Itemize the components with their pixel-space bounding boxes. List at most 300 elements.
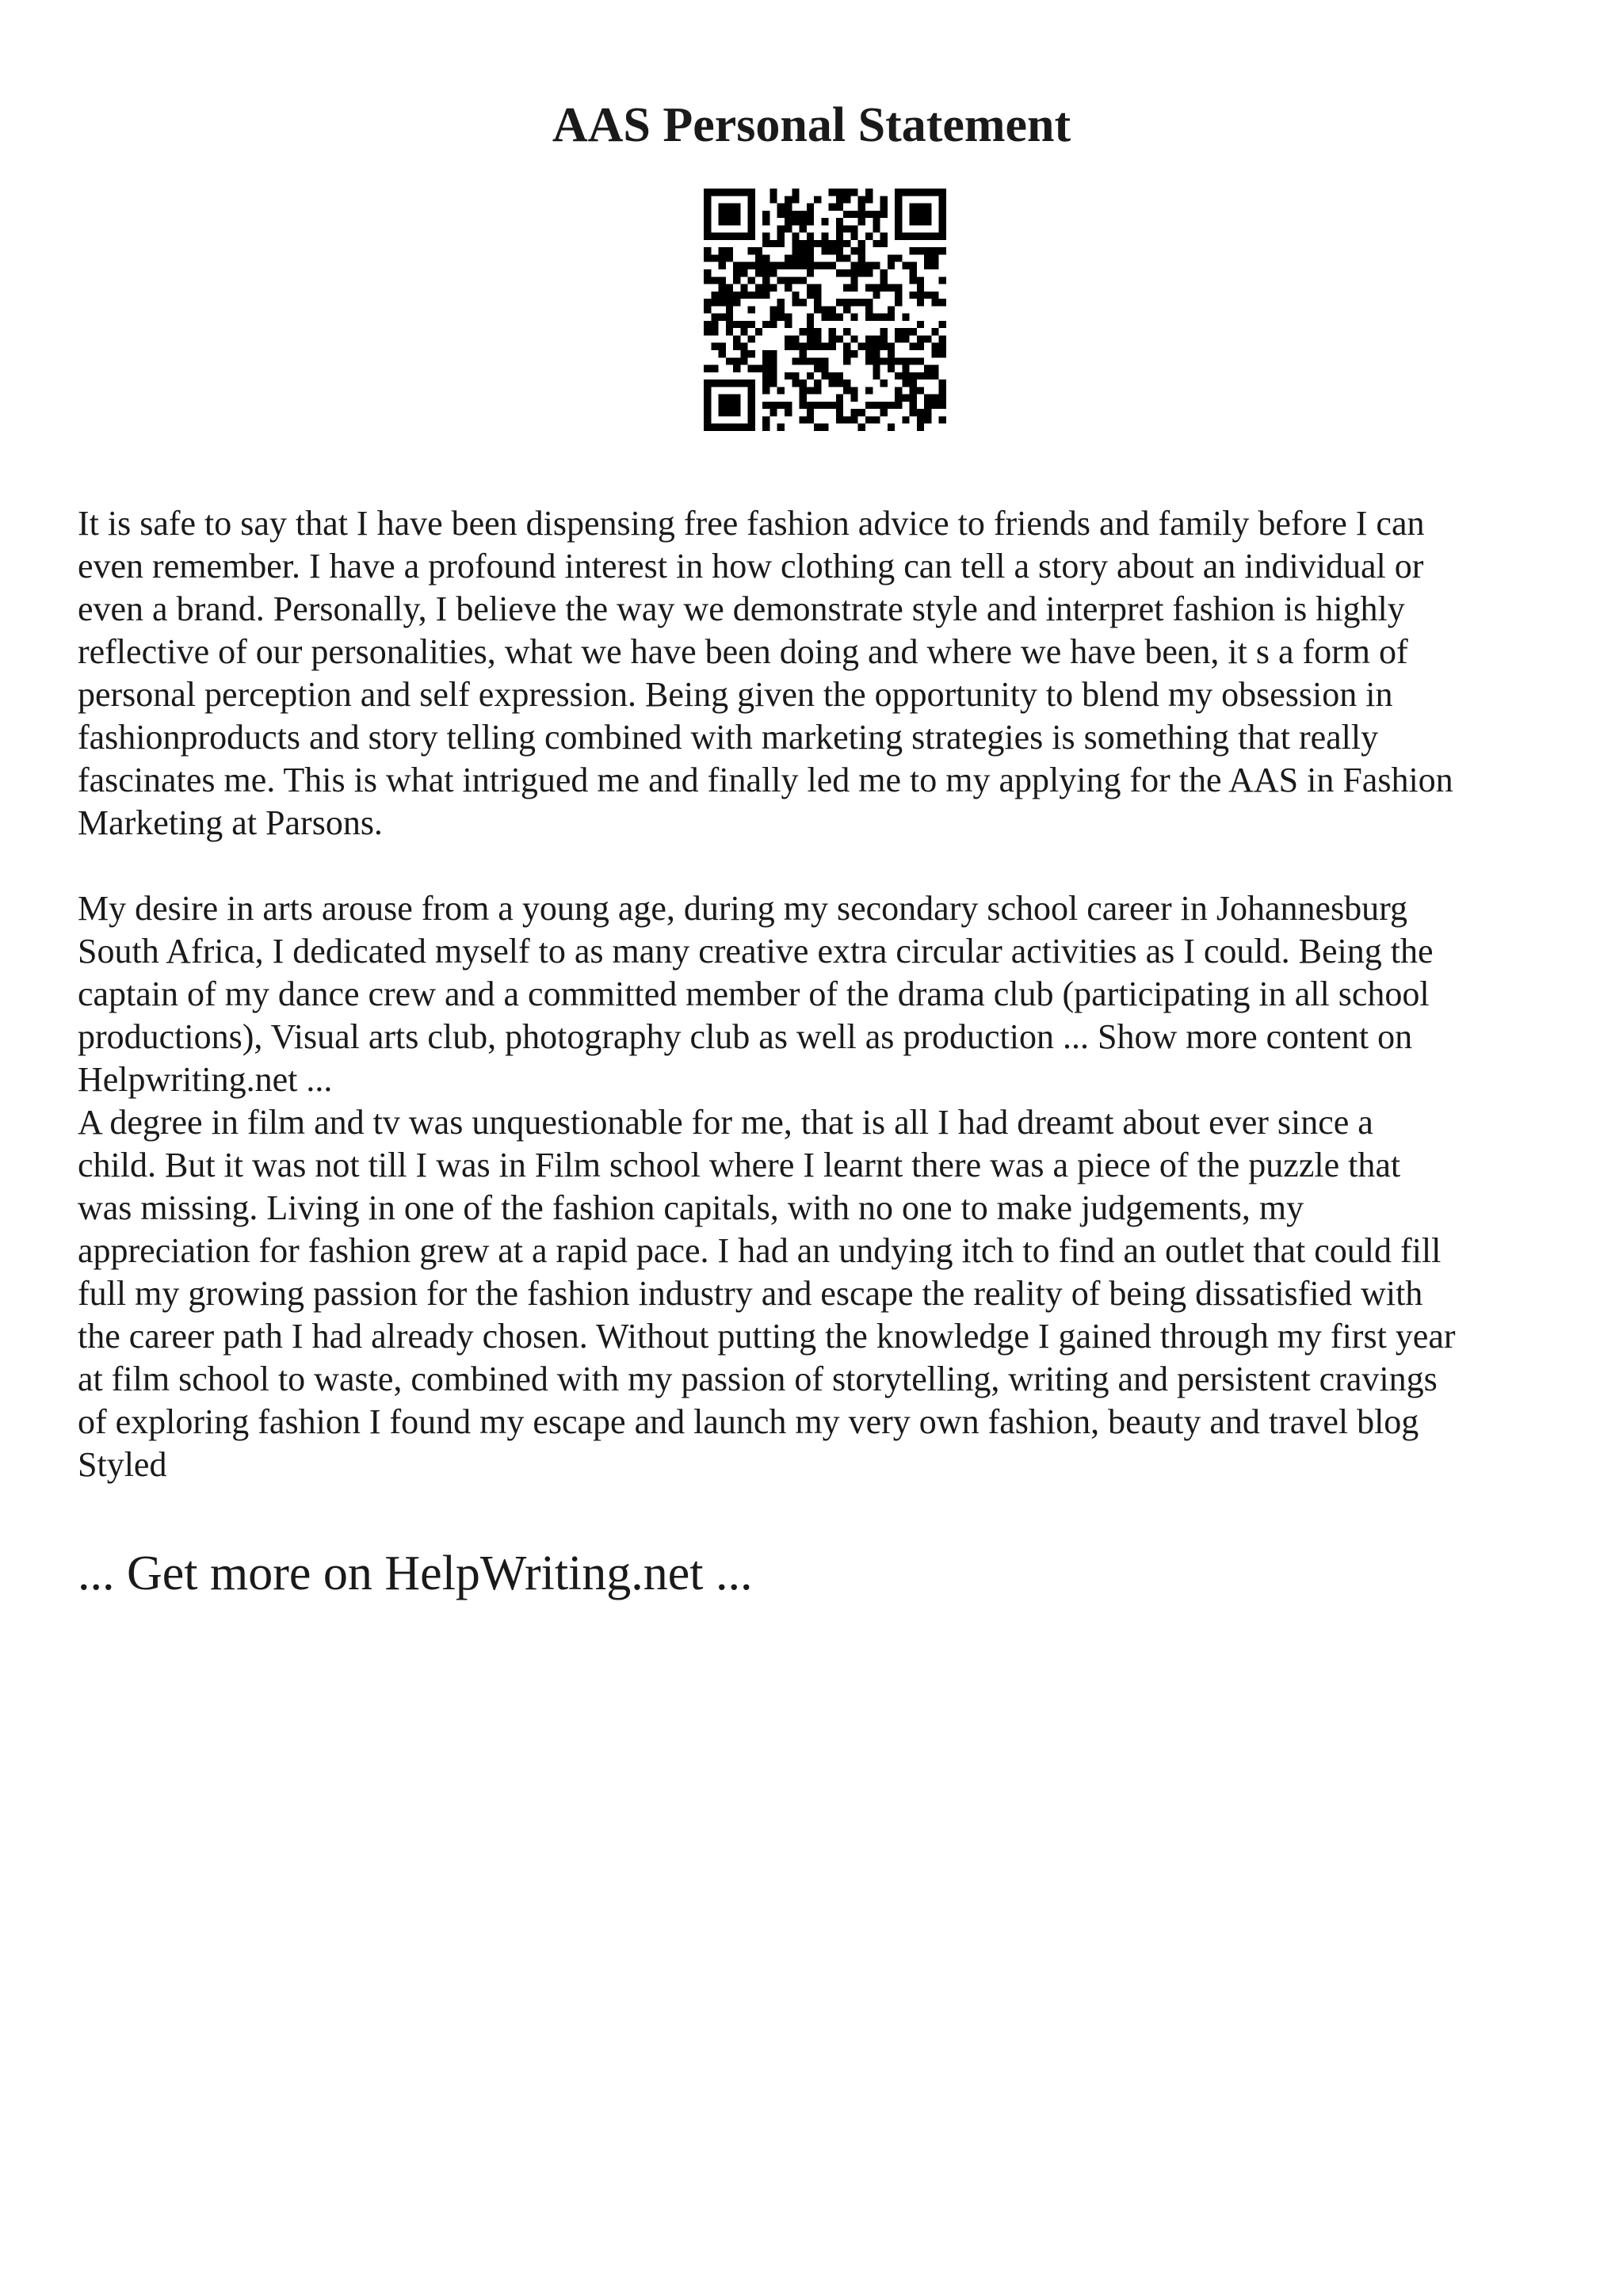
qr-module bbox=[769, 284, 777, 292]
qr-module bbox=[748, 306, 755, 313]
qr-module bbox=[719, 277, 726, 284]
qr-module bbox=[800, 277, 807, 284]
qr-module bbox=[704, 225, 711, 232]
qr-module bbox=[733, 204, 740, 211]
qr-module bbox=[850, 416, 857, 423]
qr-module bbox=[814, 328, 821, 335]
qr-module bbox=[843, 211, 850, 218]
qr-module bbox=[807, 387, 814, 394]
qr-module bbox=[858, 204, 865, 211]
qr-module bbox=[792, 196, 799, 203]
qr-module bbox=[807, 372, 814, 379]
qr-module bbox=[917, 321, 924, 328]
qr-module bbox=[924, 262, 931, 269]
qr-module bbox=[748, 350, 755, 357]
qr-module bbox=[792, 211, 799, 218]
paragraph-line: even remember. I have a profound interest in how clothing can tell a story about an individual or bbox=[78, 547, 1424, 585]
qr-module bbox=[917, 284, 924, 292]
qr-module bbox=[895, 387, 902, 394]
qr-module bbox=[769, 402, 777, 409]
qr-module bbox=[865, 196, 873, 203]
qr-module bbox=[711, 328, 718, 335]
qr-module bbox=[777, 387, 785, 394]
qr-module bbox=[836, 335, 843, 342]
qr-module bbox=[895, 211, 902, 218]
qr-module bbox=[785, 204, 792, 211]
qr-module bbox=[814, 299, 821, 306]
qr-module bbox=[704, 395, 711, 402]
qr-module bbox=[917, 211, 924, 218]
qr-module bbox=[792, 335, 799, 342]
qr-module bbox=[888, 306, 895, 313]
qr-module bbox=[785, 254, 792, 261]
qr-module bbox=[931, 247, 938, 254]
qr-module bbox=[910, 269, 917, 277]
qr-module bbox=[858, 247, 865, 254]
qr-module bbox=[704, 218, 711, 225]
qr-module bbox=[733, 299, 740, 306]
qr-module bbox=[931, 262, 938, 269]
qr-module bbox=[711, 365, 718, 372]
qr-module bbox=[829, 189, 836, 196]
qr-module bbox=[807, 269, 814, 277]
qr-module bbox=[858, 343, 865, 350]
qr-module bbox=[719, 262, 726, 269]
qr-module bbox=[917, 189, 924, 196]
get-more-link[interactable]: ... Get more on HelpWriting.net ... bbox=[78, 1547, 753, 1600]
qr-module bbox=[800, 350, 807, 357]
qr-module bbox=[807, 218, 814, 225]
paragraph-line: child. But it was not till I was in Film school where I learnt there was a piece of the puzzle that bbox=[78, 1146, 1401, 1184]
qr-module bbox=[785, 321, 792, 328]
qr-module bbox=[850, 225, 857, 232]
qr-module bbox=[888, 254, 895, 261]
qr-module bbox=[829, 402, 836, 409]
paragraph-2 bbox=[78, 887, 1568, 1101]
qr-module bbox=[762, 379, 769, 387]
qr-module bbox=[755, 254, 762, 261]
qr-module bbox=[726, 284, 733, 292]
qr-module bbox=[917, 299, 924, 306]
qr-module bbox=[850, 387, 857, 394]
qr-module bbox=[850, 395, 857, 402]
qr-module bbox=[917, 424, 924, 431]
qr-module bbox=[762, 424, 769, 431]
qr-module bbox=[895, 372, 902, 379]
qr-module bbox=[748, 233, 755, 240]
qr-module bbox=[769, 269, 777, 277]
qr-module bbox=[939, 189, 946, 196]
qr-module bbox=[733, 424, 740, 431]
qr-module bbox=[792, 357, 799, 364]
qr-module bbox=[748, 262, 755, 269]
qr-module bbox=[873, 350, 880, 357]
qr-code-icon bbox=[704, 189, 946, 431]
qr-module bbox=[873, 225, 880, 232]
qr-module bbox=[800, 395, 807, 402]
qr-module bbox=[807, 211, 814, 218]
qr-module bbox=[924, 218, 931, 225]
qr-module bbox=[821, 262, 828, 269]
qr-module bbox=[873, 343, 880, 350]
qr-module bbox=[895, 189, 902, 196]
qr-module bbox=[755, 292, 762, 299]
qr-module bbox=[792, 218, 799, 225]
qr-module bbox=[924, 365, 931, 372]
qr-module bbox=[800, 299, 807, 306]
qr-module bbox=[762, 292, 769, 299]
qr-module bbox=[762, 365, 769, 372]
qr-module bbox=[748, 424, 755, 431]
qr-module bbox=[939, 395, 946, 402]
qr-module bbox=[843, 357, 850, 364]
qr-module bbox=[865, 299, 873, 306]
qr-module bbox=[843, 225, 850, 232]
qr-module bbox=[792, 372, 799, 379]
qr-module bbox=[769, 306, 777, 313]
paragraph-line: Helpwriting.net ... bbox=[78, 1060, 333, 1099]
paragraph-line: Styled bbox=[78, 1445, 167, 1484]
qr-module bbox=[740, 284, 747, 292]
qr-module bbox=[814, 357, 821, 364]
qr-module bbox=[711, 299, 718, 306]
qr-module bbox=[873, 240, 880, 247]
qr-module bbox=[719, 299, 726, 306]
qr-module bbox=[843, 269, 850, 277]
qr-module bbox=[850, 350, 857, 357]
qr-module bbox=[910, 204, 917, 211]
qr-module bbox=[836, 218, 843, 225]
qr-module bbox=[873, 372, 880, 379]
qr-module bbox=[910, 233, 917, 240]
qr-module bbox=[910, 262, 917, 269]
qr-module bbox=[829, 247, 836, 254]
qr-module bbox=[762, 321, 769, 328]
qr-module bbox=[726, 306, 733, 313]
qr-module bbox=[917, 218, 924, 225]
paragraph-line: at film school to waste, combined with my passion of storytelling, writing and persistent cravings bbox=[78, 1360, 1438, 1398]
qr-module bbox=[917, 416, 924, 423]
qr-module bbox=[924, 292, 931, 299]
qr-module bbox=[726, 402, 733, 409]
qr-module bbox=[800, 357, 807, 364]
qr-module bbox=[740, 233, 747, 240]
qr-module bbox=[880, 277, 888, 284]
qr-module bbox=[850, 269, 857, 277]
paragraph-1 bbox=[78, 502, 1568, 845]
qr-module bbox=[704, 424, 711, 431]
qr-module bbox=[821, 372, 828, 379]
qr-module bbox=[704, 328, 711, 335]
paragraph-line: A degree in film and tv was unquestionable for me, that is all I had dreamt about ever since a bbox=[78, 1103, 1373, 1142]
qr-module bbox=[814, 379, 821, 387]
qr-module bbox=[821, 365, 828, 372]
qr-module bbox=[821, 402, 828, 409]
qr-module bbox=[902, 262, 909, 269]
qr-module bbox=[733, 335, 740, 342]
qr-module bbox=[719, 379, 726, 387]
qr-module bbox=[726, 292, 733, 299]
qr-module bbox=[777, 204, 785, 211]
qr-module bbox=[726, 379, 733, 387]
qr-module bbox=[902, 365, 909, 372]
qr-module bbox=[873, 218, 880, 225]
qr-module bbox=[777, 277, 785, 284]
qr-module bbox=[740, 343, 747, 350]
qr-module bbox=[719, 254, 726, 261]
qr-module bbox=[792, 299, 799, 306]
qr-module bbox=[777, 402, 785, 409]
qr-module bbox=[821, 424, 828, 431]
qr-module bbox=[836, 299, 843, 306]
qr-module bbox=[858, 240, 865, 247]
qr-module bbox=[873, 284, 880, 292]
qr-module bbox=[748, 189, 755, 196]
qr-module bbox=[755, 269, 762, 277]
qr-module bbox=[910, 402, 917, 409]
qr-module bbox=[800, 225, 807, 232]
qr-module bbox=[814, 240, 821, 247]
qr-module bbox=[836, 409, 843, 416]
qr-module bbox=[777, 233, 785, 240]
qr-module bbox=[769, 379, 777, 387]
qr-module bbox=[748, 247, 755, 254]
qr-module bbox=[733, 395, 740, 402]
qr-module bbox=[895, 402, 902, 409]
qr-module bbox=[726, 299, 733, 306]
qr-module bbox=[711, 233, 718, 240]
qr-module bbox=[740, 379, 747, 387]
qr-module bbox=[762, 372, 769, 379]
qr-module bbox=[762, 269, 769, 277]
qr-module bbox=[807, 247, 814, 254]
qr-module bbox=[865, 262, 873, 269]
paragraph-spacer bbox=[78, 845, 1568, 887]
paragraph-line: was missing. Living in one of the fashion capitals, with no one to make judgements, my bbox=[78, 1188, 1304, 1227]
qr-module bbox=[719, 189, 726, 196]
qr-module bbox=[748, 387, 755, 394]
qr-module bbox=[762, 233, 769, 240]
qr-module bbox=[895, 357, 902, 364]
qr-module bbox=[821, 306, 828, 313]
qr-module bbox=[902, 372, 909, 379]
qr-module bbox=[939, 402, 946, 409]
qr-module bbox=[880, 269, 888, 277]
paragraph-line: of exploring fashion I found my escape and launch my very own fashion, beauty and travel blog bbox=[78, 1402, 1419, 1441]
qr-module bbox=[836, 372, 843, 379]
qr-module bbox=[910, 218, 917, 225]
qr-module bbox=[733, 365, 740, 372]
qr-module bbox=[704, 379, 711, 387]
qr-module bbox=[785, 284, 792, 292]
qr-module bbox=[777, 211, 785, 218]
qr-module bbox=[792, 254, 799, 261]
qr-module bbox=[873, 402, 880, 409]
paragraph-3 bbox=[78, 1101, 1568, 1486]
qr-module bbox=[939, 218, 946, 225]
qr-module bbox=[726, 314, 733, 321]
qr-module bbox=[858, 211, 865, 218]
qr-module bbox=[814, 343, 821, 350]
qr-module bbox=[939, 416, 946, 423]
qr-module bbox=[939, 343, 946, 350]
qr-module bbox=[748, 277, 755, 284]
qr-module bbox=[748, 211, 755, 218]
qr-module bbox=[814, 306, 821, 313]
qr-module bbox=[777, 240, 785, 247]
qr-module bbox=[814, 402, 821, 409]
qr-module bbox=[931, 233, 938, 240]
qr-module bbox=[733, 211, 740, 218]
qr-module bbox=[704, 211, 711, 218]
qr-module bbox=[924, 254, 931, 261]
qr-module bbox=[895, 254, 902, 261]
paragraph-line: South Africa, I dedicated myself to as many creative extra circular activities as I could. Being the bbox=[78, 932, 1434, 971]
qr-module bbox=[733, 379, 740, 387]
qr-module bbox=[748, 204, 755, 211]
qr-module bbox=[792, 240, 799, 247]
qr-module bbox=[800, 402, 807, 409]
qr-module bbox=[762, 357, 769, 364]
qr-module bbox=[807, 321, 814, 328]
qr-module bbox=[829, 314, 836, 321]
qr-module bbox=[733, 233, 740, 240]
qr-module bbox=[800, 211, 807, 218]
qr-module bbox=[939, 379, 946, 387]
qr-module bbox=[785, 211, 792, 218]
qr-module bbox=[814, 196, 821, 203]
qr-module bbox=[821, 218, 828, 225]
qr-module bbox=[829, 343, 836, 350]
qr-module bbox=[748, 409, 755, 416]
qr-module bbox=[704, 416, 711, 423]
qr-module bbox=[740, 328, 747, 335]
qr-module bbox=[873, 211, 880, 218]
qr-module bbox=[800, 247, 807, 254]
qr-module bbox=[785, 262, 792, 269]
qr-module bbox=[733, 402, 740, 409]
qr-module bbox=[888, 262, 895, 269]
qr-module bbox=[740, 189, 747, 196]
qr-module bbox=[748, 395, 755, 402]
qr-module bbox=[726, 189, 733, 196]
qr-module bbox=[733, 189, 740, 196]
qr-module bbox=[858, 254, 865, 261]
qr-module bbox=[836, 233, 843, 240]
qr-module bbox=[726, 409, 733, 416]
qr-module bbox=[726, 321, 733, 328]
qr-module bbox=[807, 204, 814, 211]
qr-module bbox=[865, 357, 873, 364]
qr-module bbox=[755, 365, 762, 372]
paragraph-line: personal perception and self expression. Being given the opportunity to blend my obsession in bbox=[78, 675, 1393, 714]
qr-module bbox=[924, 247, 931, 254]
qr-module bbox=[785, 372, 792, 379]
qr-module bbox=[880, 233, 888, 240]
qr-module bbox=[850, 247, 857, 254]
qr-module bbox=[726, 211, 733, 218]
paragraph-line: It is safe to say that I have been dispensing free fashion advice to friends and family before I can bbox=[78, 504, 1425, 543]
paragraph-line: productions), Visual arts club, photography club as well as production ... Show more content on bbox=[78, 1017, 1413, 1056]
qr-module bbox=[762, 277, 769, 284]
qr-module bbox=[888, 365, 895, 372]
paragraph-line: My desire in arts arouse from a young age, during my secondary school career in Johannesburg bbox=[78, 889, 1408, 928]
qr-module bbox=[800, 262, 807, 269]
qr-module bbox=[939, 299, 946, 306]
qr-module bbox=[931, 402, 938, 409]
qr-module bbox=[719, 409, 726, 416]
qr-module bbox=[917, 343, 924, 350]
qr-module bbox=[939, 350, 946, 357]
qr-module bbox=[910, 247, 917, 254]
qr-module bbox=[807, 328, 814, 335]
qr-module bbox=[748, 379, 755, 387]
qr-module bbox=[762, 254, 769, 261]
qr-module bbox=[733, 262, 740, 269]
qr-module bbox=[873, 357, 880, 364]
qr-module bbox=[850, 277, 857, 284]
qr-module bbox=[755, 262, 762, 269]
qr-module bbox=[917, 357, 924, 364]
qr-module bbox=[769, 240, 777, 247]
qr-module bbox=[924, 335, 931, 342]
qr-module bbox=[792, 247, 799, 254]
qr-module bbox=[873, 314, 880, 321]
qr-module bbox=[910, 409, 917, 416]
qr-module bbox=[843, 416, 850, 423]
qr-module bbox=[800, 254, 807, 261]
qr-module bbox=[910, 379, 917, 387]
qr-module bbox=[865, 314, 873, 321]
qr-module bbox=[865, 211, 873, 218]
qr-module bbox=[836, 204, 843, 211]
qr-module bbox=[733, 269, 740, 277]
qr-module bbox=[711, 254, 718, 261]
qr-module bbox=[939, 247, 946, 254]
qr-module bbox=[843, 350, 850, 357]
qr-module bbox=[895, 204, 902, 211]
qr-module bbox=[726, 424, 733, 431]
qr-module bbox=[711, 314, 718, 321]
qr-module bbox=[769, 196, 777, 203]
qr-module bbox=[711, 379, 718, 387]
qr-module bbox=[821, 357, 828, 364]
qr-module bbox=[719, 247, 726, 254]
qr-module bbox=[895, 299, 902, 306]
qr-module bbox=[755, 247, 762, 254]
qr-module bbox=[800, 240, 807, 247]
paragraph-line: fashionproducts and story telling combined with marketing strategies is something that really bbox=[78, 718, 1379, 757]
qr-module bbox=[748, 321, 755, 328]
qr-module bbox=[704, 387, 711, 394]
qr-module bbox=[858, 299, 865, 306]
qr-module bbox=[931, 189, 938, 196]
qr-module bbox=[785, 218, 792, 225]
qr-module bbox=[902, 314, 909, 321]
qr-module bbox=[726, 328, 733, 335]
qr-module bbox=[836, 240, 843, 247]
qr-module bbox=[733, 321, 740, 328]
qr-module bbox=[726, 395, 733, 402]
qr-module bbox=[895, 395, 902, 402]
qr-module bbox=[931, 372, 938, 379]
qr-module bbox=[769, 357, 777, 364]
qr-module bbox=[785, 402, 792, 409]
qr-module bbox=[880, 284, 888, 292]
qr-module bbox=[785, 409, 792, 416]
qr-module bbox=[807, 262, 814, 269]
qr-module bbox=[931, 350, 938, 357]
